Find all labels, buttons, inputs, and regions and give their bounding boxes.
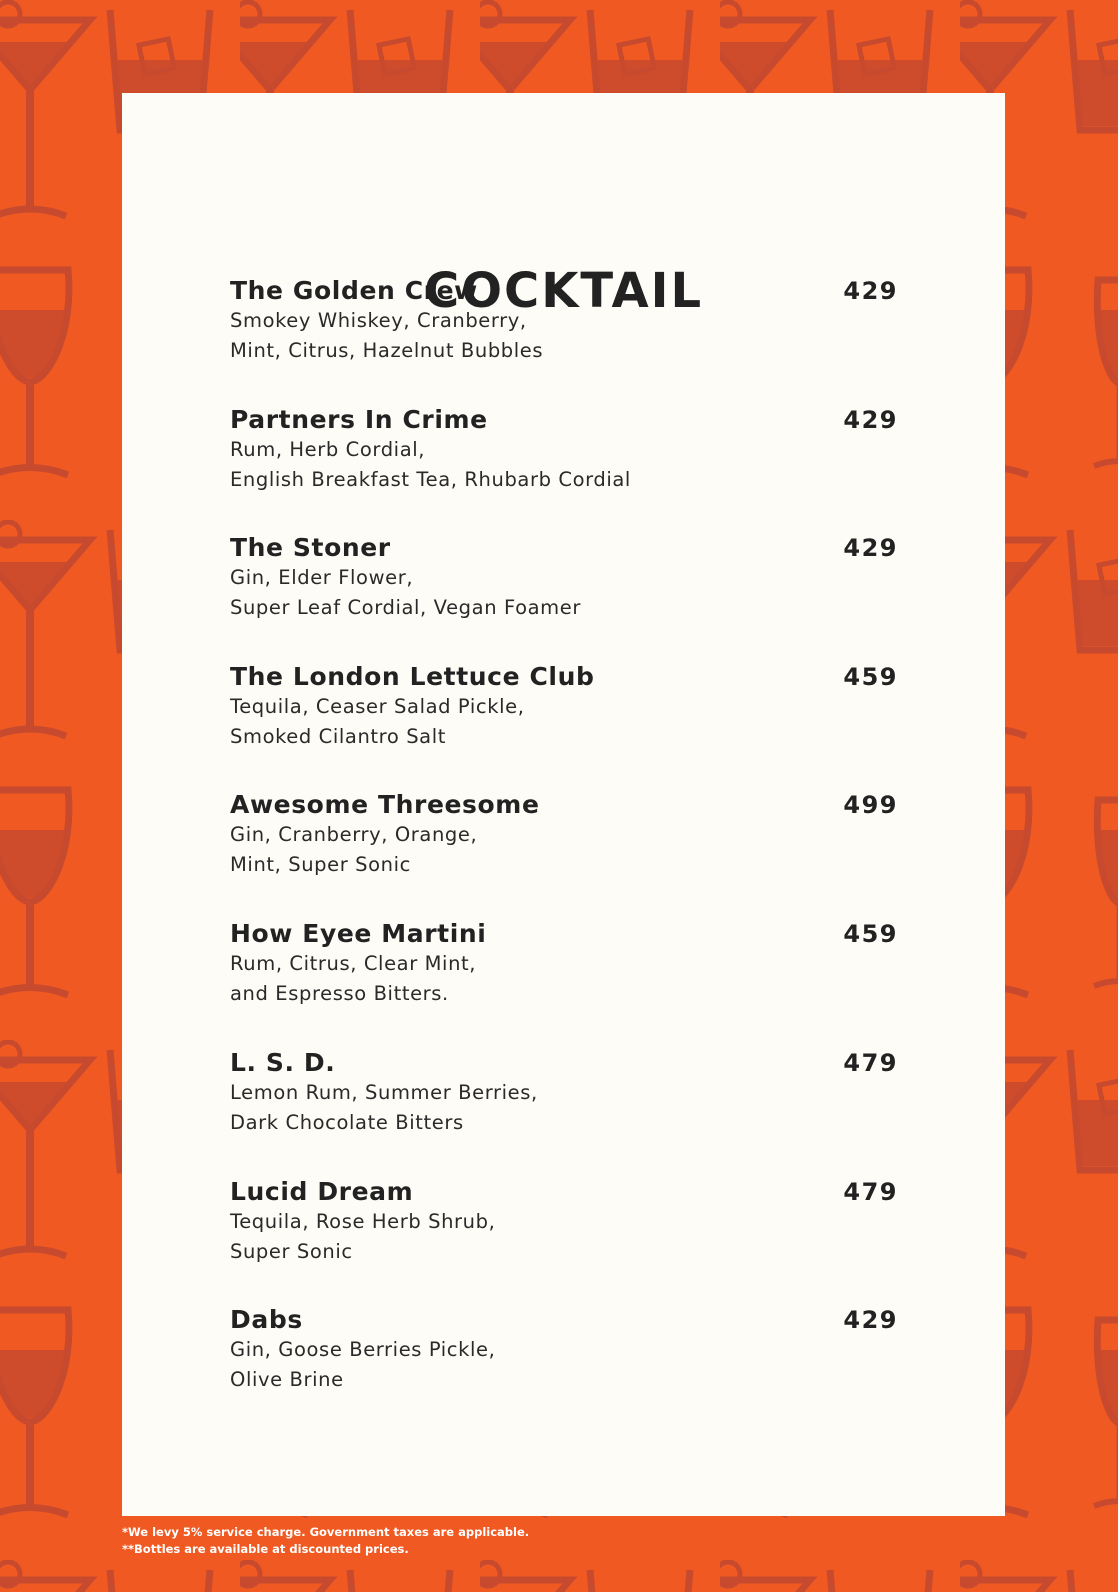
- item-description-line: Tequila, Ceaser Salad Pickle,: [230, 695, 525, 718]
- item-price: 479: [843, 1178, 898, 1206]
- item-name: The Golden Crew: [230, 276, 478, 305]
- item-price: 429: [843, 406, 898, 434]
- bottles-note: **Bottles are available at discounted prices.: [122, 1542, 409, 1556]
- item-name: The Stoner: [230, 533, 391, 562]
- item-price: 429: [843, 534, 898, 562]
- item-description-line: Tequila, Rose Herb Shrub,: [230, 1210, 496, 1233]
- item-description-line: Super Sonic: [230, 1239, 353, 1263]
- item-description-line: Gin, Goose Berries Pickle,: [230, 1338, 496, 1361]
- item-description-line: Super Leaf Cordial, Vegan Foamer: [230, 595, 581, 619]
- item-name: The London Lettuce Club: [230, 662, 595, 691]
- item-description: [230, 692, 525, 751]
- item-price: 479: [843, 1049, 898, 1077]
- item-description-line: Olive Brine: [230, 1367, 344, 1391]
- item-description: [230, 306, 543, 365]
- item-name: L. S. D.: [230, 1048, 336, 1077]
- item-description-line: Dark Chocolate Bitters: [230, 1110, 464, 1134]
- item-description: [230, 949, 476, 1008]
- item-description-line: Gin, Cranberry, Orange,: [230, 823, 478, 846]
- item-description-line: Rum, Citrus, Clear Mint,: [230, 952, 477, 975]
- item-description: [230, 1207, 495, 1266]
- item-description-line: Mint, Citrus, Hazelnut Bubbles: [230, 338, 544, 362]
- item-description-line: English Breakfast Tea, Rhubarb Cordial: [230, 467, 631, 491]
- item-description-line: Gin, Elder Flower,: [230, 566, 414, 589]
- service-charge-note: *We levy 5% service charge. Government taxes are applicable.: [122, 1525, 530, 1539]
- menu-title: COCKTAIL: [423, 263, 704, 319]
- item-description-line: Smoked Cilantro Salt: [230, 724, 446, 748]
- item-price: 429: [843, 277, 898, 305]
- item-description-line: and Espresso Bitters.: [230, 981, 449, 1005]
- item-description-line: Mint, Super Sonic: [230, 852, 411, 876]
- item-name: Lucid Dream: [230, 1177, 414, 1206]
- item-description: [230, 563, 581, 622]
- item-name: Awesome Threesome: [230, 790, 540, 819]
- item-price: 499: [843, 791, 898, 819]
- item-description-line: Rum, Herb Cordial,: [230, 438, 426, 461]
- item-name: Partners In Crime: [230, 405, 488, 434]
- item-description: [230, 435, 631, 494]
- item-price: 459: [843, 920, 898, 948]
- item-price: 429: [843, 1306, 898, 1334]
- item-name: Dabs: [230, 1305, 303, 1334]
- footnotes: [122, 1524, 529, 1558]
- item-description-line: Smokey Whiskey, Cranberry,: [230, 309, 527, 332]
- item-price: 459: [843, 663, 898, 691]
- item-description-line: Lemon Rum, Summer Berries,: [230, 1081, 538, 1104]
- item-name: How Eyee Martini: [230, 919, 487, 948]
- item-description: [230, 820, 477, 879]
- item-description: [230, 1335, 495, 1394]
- menu-panel: [122, 93, 1005, 1516]
- item-description: [230, 1078, 538, 1137]
